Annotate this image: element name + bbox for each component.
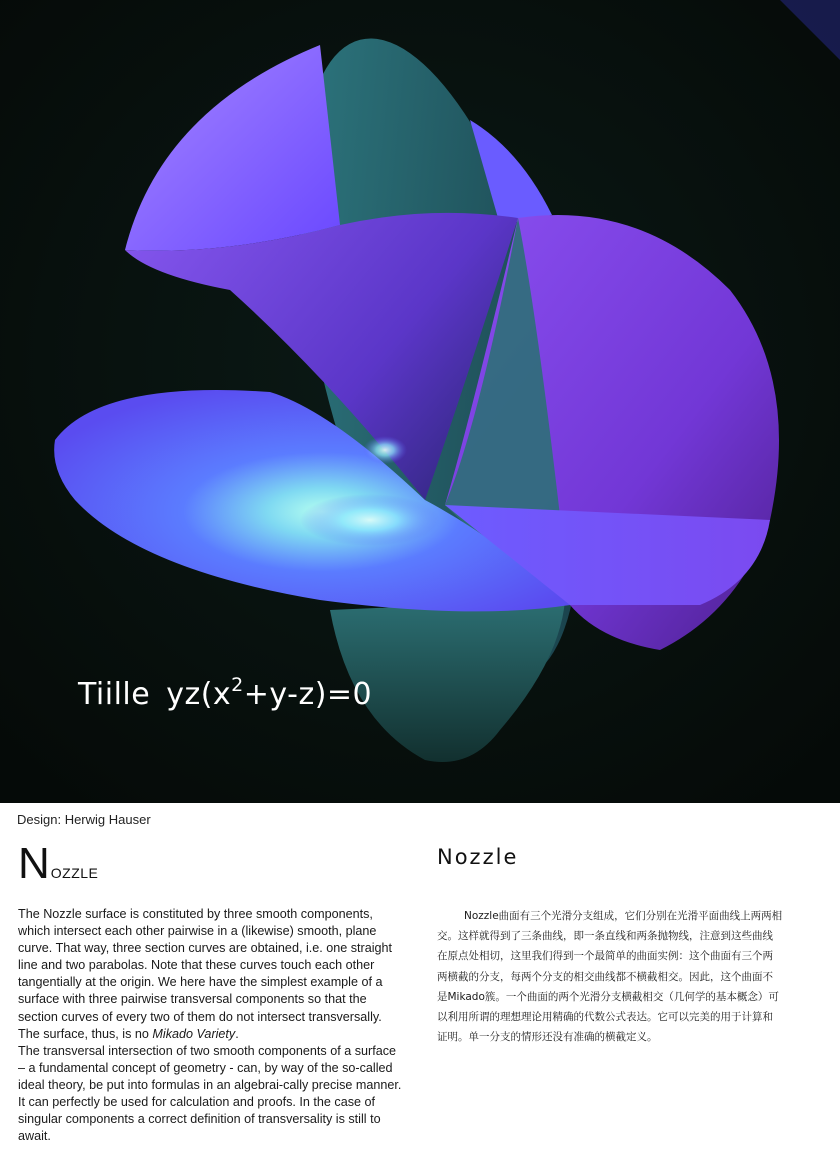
design-credit: Design: Herwig Hauser — [17, 812, 151, 827]
english-title — [18, 839, 99, 888]
formula-exponent: 2 — [231, 674, 244, 696]
english-body — [18, 906, 404, 1145]
paragraph-1-end: . — [235, 1026, 239, 1041]
english-paragraph-2: The transversal intersection of two smooth components of a surface – a fundamental concept of geometry - can, by way of the so-called ideal theory, be put into formulas in an algebrai-cally precise manner. It can perfectly be used for calculation and proofs. In the case of singular components a correct definition of transversality is still to await. — [18, 1043, 402, 1144]
formula-main: yz(x — [166, 677, 232, 712]
surface-formula — [78, 676, 372, 712]
paragraph-1-text: The Nozzle surface is constituted by three smooth components, which intersect each other pairwise in a (likewise) smooth, plane curve. That way, three section curves are obtained, i.e. one straight line and two parabolas. Note that these curves touch each other tangentially at the origin. We here have the simplest example of a surface with three pairwise transversal components so that the section curves of every two of them do not intersect transversally. The surface, thus, is no — [18, 907, 393, 1041]
title-rest: OZZLE — [50, 865, 99, 881]
formula-prefix: Tiille — [78, 677, 151, 712]
title-initial: N — [18, 839, 50, 888]
chinese-title: Nozzle — [437, 845, 519, 869]
chinese-body: Nozzle曲面有三个光滑分支组成，它们分别在光滑平面曲线上两两相交。这样就得到了三条曲线，即一条直线和两条抛物线，注意到这些曲线在原点处相切，这里我们得到一个最简单的曲面实例：这个曲面有三个两两横截的分支，每两个分支的相交曲线都不横截相交。因此，这个曲面不是Mikado簇。一个曲面的两个光滑分支横截相交（几何学的基本概念）可以利用所谓的理想理论用精确的代数公式表达。它可以完美的用于计算和证明。单一分支的情形还没有准确的横截定义。 — [437, 910, 783, 1044]
english-paragraph-1 — [18, 906, 404, 1043]
formula-rest: +y-z)=0 — [243, 677, 373, 712]
mikado-variety-term: Mikado Variety — [152, 1026, 236, 1041]
